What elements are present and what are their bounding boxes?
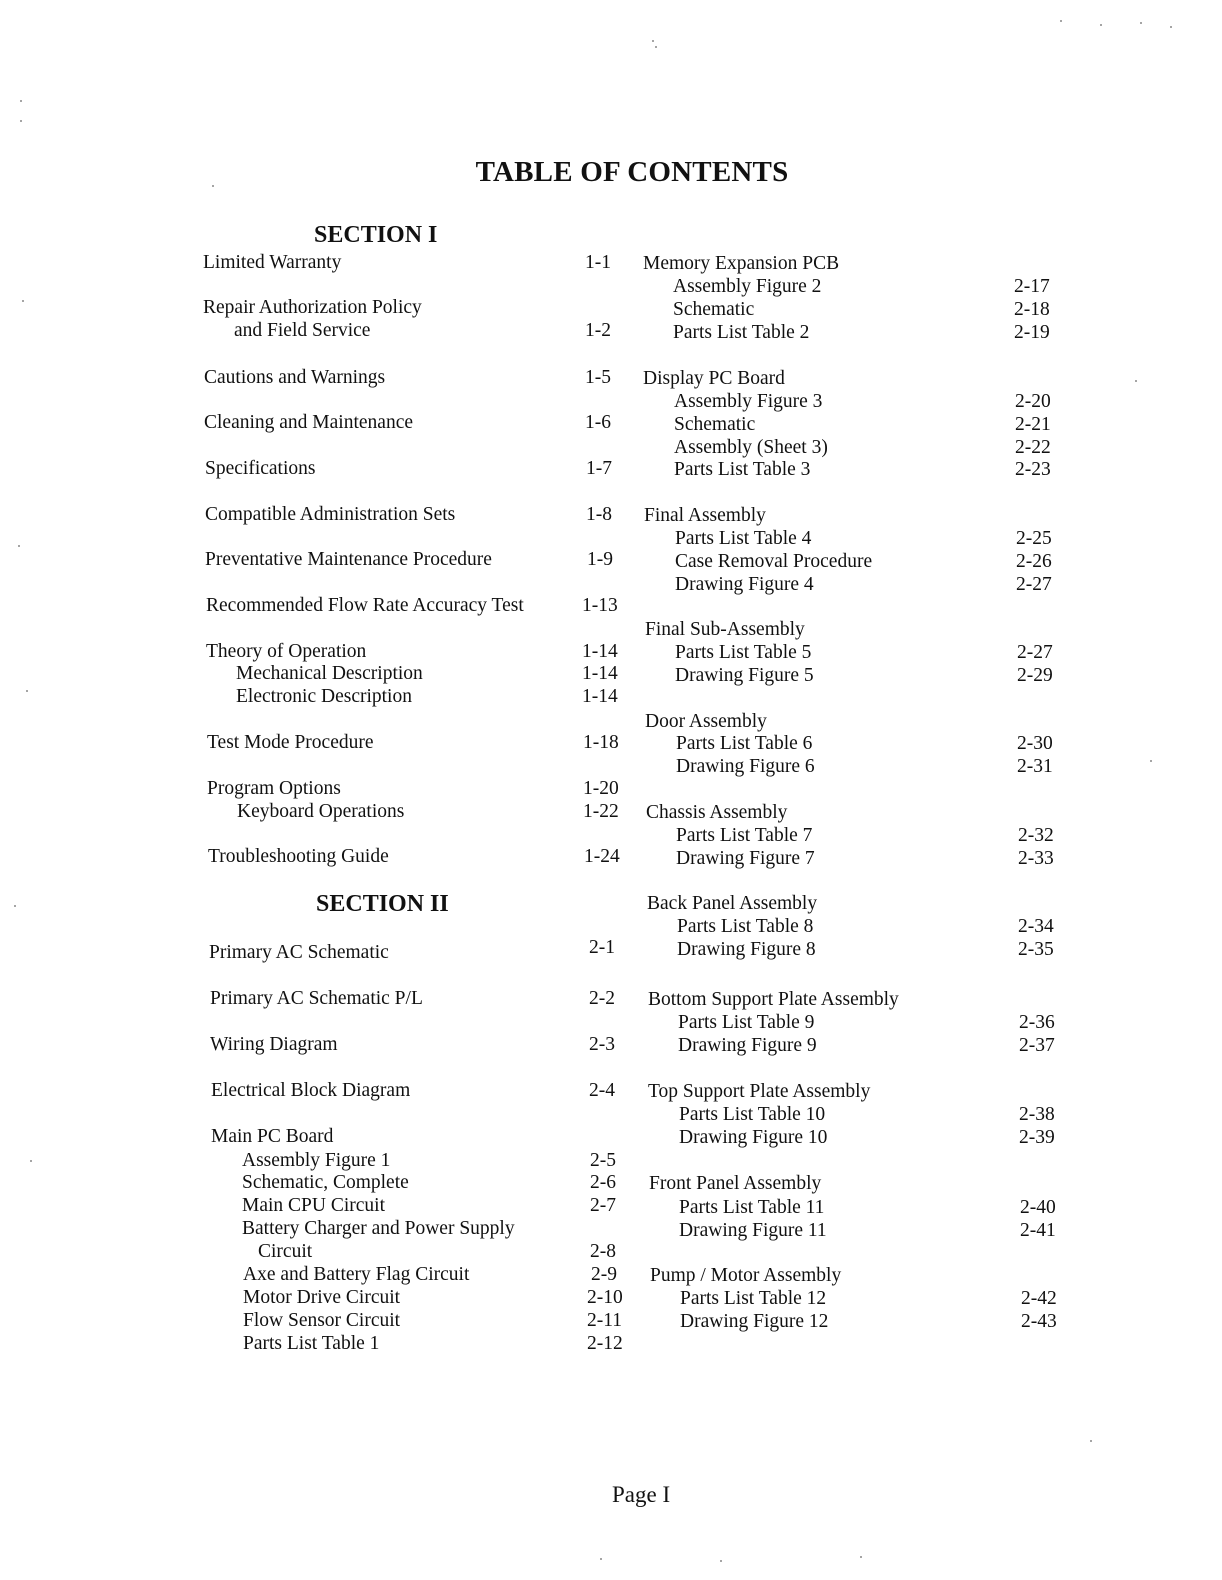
toc-entry-page: 1-7 — [586, 458, 612, 479]
toc-entry-text: Parts List Table 4 — [675, 528, 812, 549]
toc-entry-text: Parts List Table 1 — [243, 1333, 380, 1354]
toc-entry-text: Circuit — [258, 1241, 313, 1262]
toc-entry-text: Repair Authorization Policy — [203, 297, 422, 318]
toc-entry-text: Schematic — [673, 299, 755, 320]
toc-entry-text: Top Support Plate Assembly — [648, 1081, 871, 1102]
toc-entry-page: 2-27 — [1017, 642, 1053, 663]
toc-entry-text: Parts List Table 11 — [679, 1197, 825, 1218]
page-title: TABLE OF CONTENTS — [475, 156, 789, 188]
toc-entry-text: Memory Expansion PCB — [643, 253, 840, 274]
toc-entry-page: 2-4 — [589, 1080, 615, 1101]
toc-entry-text: Wiring Diagram — [210, 1034, 338, 1055]
toc-entry-page: 2-11 — [587, 1310, 623, 1331]
toc-entry-text: Program Options — [207, 778, 341, 799]
toc-entry-page: 2-33 — [1018, 848, 1054, 869]
toc-entry-page: 1-20 — [583, 778, 619, 799]
toc-entry-text: Pump / Motor Assembly — [650, 1265, 842, 1286]
toc-entry-page: 1-6 — [585, 412, 611, 433]
toc-entry-text: Case Removal Procedure — [675, 551, 873, 572]
toc-entry-text: Cleaning and Maintenance — [204, 412, 414, 433]
toc-entry-page: 2-19 — [1014, 322, 1050, 343]
toc-entry-text: Parts List Table 9 — [678, 1012, 815, 1033]
toc-entry-page: 2-29 — [1017, 665, 1053, 686]
toc-entry-page: 2-32 — [1018, 825, 1054, 846]
toc-entry-page: 1-22 — [583, 801, 619, 822]
toc-entry-page: 2-43 — [1021, 1311, 1057, 1332]
toc-entry-text: Parts List Table 3 — [674, 459, 811, 480]
toc-entry-text: Back Panel Assembly — [647, 893, 818, 914]
toc-entry-text: Display PC Board — [643, 368, 785, 389]
toc-entry-page: 2-39 — [1019, 1127, 1055, 1148]
section-1-heading: SECTION I — [314, 222, 438, 248]
toc-entry-page: 2-5 — [590, 1150, 616, 1171]
toc-entry-text: Test Mode Procedure — [207, 732, 374, 753]
toc-entry-page: 2-35 — [1018, 939, 1054, 960]
toc-entry-text: Drawing Figure 8 — [677, 939, 816, 960]
toc-entry-page: 2-12 — [587, 1333, 623, 1354]
toc-entry-text: Drawing Figure 5 — [675, 665, 814, 686]
toc-entry-text: Main CPU Circuit — [242, 1195, 386, 1216]
toc-entry-text: Assembly (Sheet 3) — [674, 437, 828, 458]
toc-entry-page: 1-14 — [582, 663, 618, 684]
toc-entry-text: Bottom Support Plate Assembly — [648, 989, 899, 1010]
toc-entry-text: Battery Charger and Power Supply — [242, 1218, 515, 1239]
toc-entry-page: 1-14 — [582, 641, 618, 662]
toc-entry-page: 2-27 — [1016, 574, 1052, 595]
toc-entry-text: and Field Service — [234, 320, 371, 341]
toc-entry-text: Specifications — [205, 458, 316, 479]
toc-entry-text: Keyboard Operations — [237, 801, 405, 822]
toc-entry-page: 2-17 — [1014, 276, 1050, 297]
toc-entry-text: Front Panel Assembly — [649, 1173, 822, 1194]
toc-entry-text: Main PC Board — [211, 1126, 334, 1147]
toc-entry-text: Schematic, Complete — [242, 1172, 409, 1193]
toc-entry-page: 2-34 — [1018, 916, 1054, 937]
toc-entry-text: Motor Drive Circuit — [243, 1287, 401, 1308]
toc-entry-text: Parts List Table 12 — [680, 1288, 827, 1309]
toc-entry-page: 1-9 — [587, 549, 613, 570]
toc-entry-page: 2-2 — [589, 988, 615, 1009]
toc-entry-text: Flow Sensor Circuit — [243, 1310, 401, 1331]
toc-entry-page: 2-18 — [1014, 299, 1050, 320]
toc-entry-page: 2-21 — [1015, 414, 1051, 435]
toc-entry-page: 2-9 — [591, 1264, 617, 1285]
toc-entry-text: Parts List Table 10 — [679, 1104, 826, 1125]
toc-entry-text: Parts List Table 8 — [677, 916, 814, 937]
toc-entry-text: Drawing Figure 11 — [679, 1220, 827, 1241]
toc-entry-page: 2-3 — [589, 1034, 615, 1055]
toc-entry-page: 2-7 — [590, 1195, 616, 1216]
toc-entry-text: Primary AC Schematic P/L — [210, 988, 423, 1009]
toc-entry-text: Drawing Figure 9 — [678, 1035, 817, 1056]
toc-entry-page: 2-1 — [589, 937, 615, 958]
toc-entry-text: Final Sub-Assembly — [645, 619, 805, 640]
toc-entry-page: 2-30 — [1017, 733, 1053, 754]
toc-entry-text: Drawing Figure 6 — [676, 756, 815, 777]
toc-entry-page: 2-25 — [1016, 528, 1052, 549]
toc-entry-page: 2-10 — [587, 1287, 623, 1308]
toc-entry-text: Final Assembly — [644, 505, 766, 526]
toc-entry-page: 1-14 — [582, 686, 618, 707]
toc-entry-text: Electronic Description — [236, 686, 412, 707]
toc-entry-page: 2-31 — [1017, 756, 1053, 777]
toc-entry-text: Parts List Table 5 — [675, 642, 812, 663]
toc-entry-text: Parts List Table 2 — [673, 322, 810, 343]
toc-entry-page: 2-38 — [1019, 1104, 1055, 1125]
toc-entry-page: 2-37 — [1019, 1035, 1055, 1056]
toc-entry-text: Assembly Figure 1 — [242, 1150, 391, 1171]
toc-entry-text: Parts List Table 6 — [676, 733, 813, 754]
toc-entry-text: Cautions and Warnings — [204, 367, 386, 388]
toc-entry-text: Assembly Figure 3 — [674, 391, 823, 412]
toc-entry-page: 1-5 — [585, 367, 611, 388]
toc-entry-page: 2-22 — [1015, 437, 1051, 458]
toc-entry-text: Door Assembly — [645, 711, 767, 732]
toc-entry-text: Parts List Table 7 — [676, 825, 813, 846]
toc-entry-page: 2-42 — [1021, 1288, 1057, 1309]
toc-entry-page: 2-8 — [590, 1241, 616, 1262]
toc-entry-page: 2-6 — [590, 1172, 616, 1193]
toc-entry-page: 1-13 — [582, 595, 618, 616]
toc-entry-text: Drawing Figure 10 — [679, 1127, 828, 1148]
toc-entry-text: Electrical Block Diagram — [211, 1080, 411, 1101]
toc-entry-text: Mechanical Description — [236, 663, 423, 684]
toc-entry-text: Drawing Figure 4 — [675, 574, 814, 595]
toc-entry-text: Primary AC Schematic — [209, 942, 389, 963]
section-2-heading: SECTION II — [316, 891, 449, 917]
toc-entry-page: 2-23 — [1015, 459, 1051, 480]
toc-entry-page: 2-20 — [1015, 391, 1051, 412]
toc-entry-text: Preventative Maintenance Procedure — [205, 549, 492, 570]
toc-entry-text: Limited Warranty — [203, 252, 342, 273]
toc-entry-text: Schematic — [674, 414, 756, 435]
toc-entry-text: Compatible Administration Sets — [205, 504, 456, 525]
toc-entry-text: Chassis Assembly — [646, 802, 788, 823]
toc-entry-text: Axe and Battery Flag Circuit — [243, 1264, 470, 1285]
toc-entry-page: 1-8 — [586, 504, 612, 525]
toc-entry-text: Assembly Figure 2 — [673, 276, 822, 297]
toc-entry-page: 2-40 — [1020, 1197, 1056, 1218]
toc-entry-text: Drawing Figure 12 — [680, 1311, 829, 1332]
toc-entry-text: Recommended Flow Rate Accuracy Test — [206, 595, 524, 616]
toc-entry-page: 2-26 — [1016, 551, 1052, 572]
toc-entry-page: 1-18 — [583, 732, 619, 753]
toc-entry-text: Troubleshooting Guide — [208, 846, 389, 867]
toc-entry-page: 2-41 — [1020, 1220, 1056, 1241]
toc-entry-page: 2-36 — [1019, 1012, 1055, 1033]
toc-entry-page: 1-2 — [585, 320, 611, 341]
page-number: Page I — [612, 1482, 671, 1507]
toc-entry-page: 1-1 — [585, 252, 611, 273]
toc-entry-text: Drawing Figure 7 — [676, 848, 815, 869]
toc-entry-text: Theory of Operation — [206, 641, 367, 662]
toc-entry-page: 1-24 — [584, 846, 620, 867]
